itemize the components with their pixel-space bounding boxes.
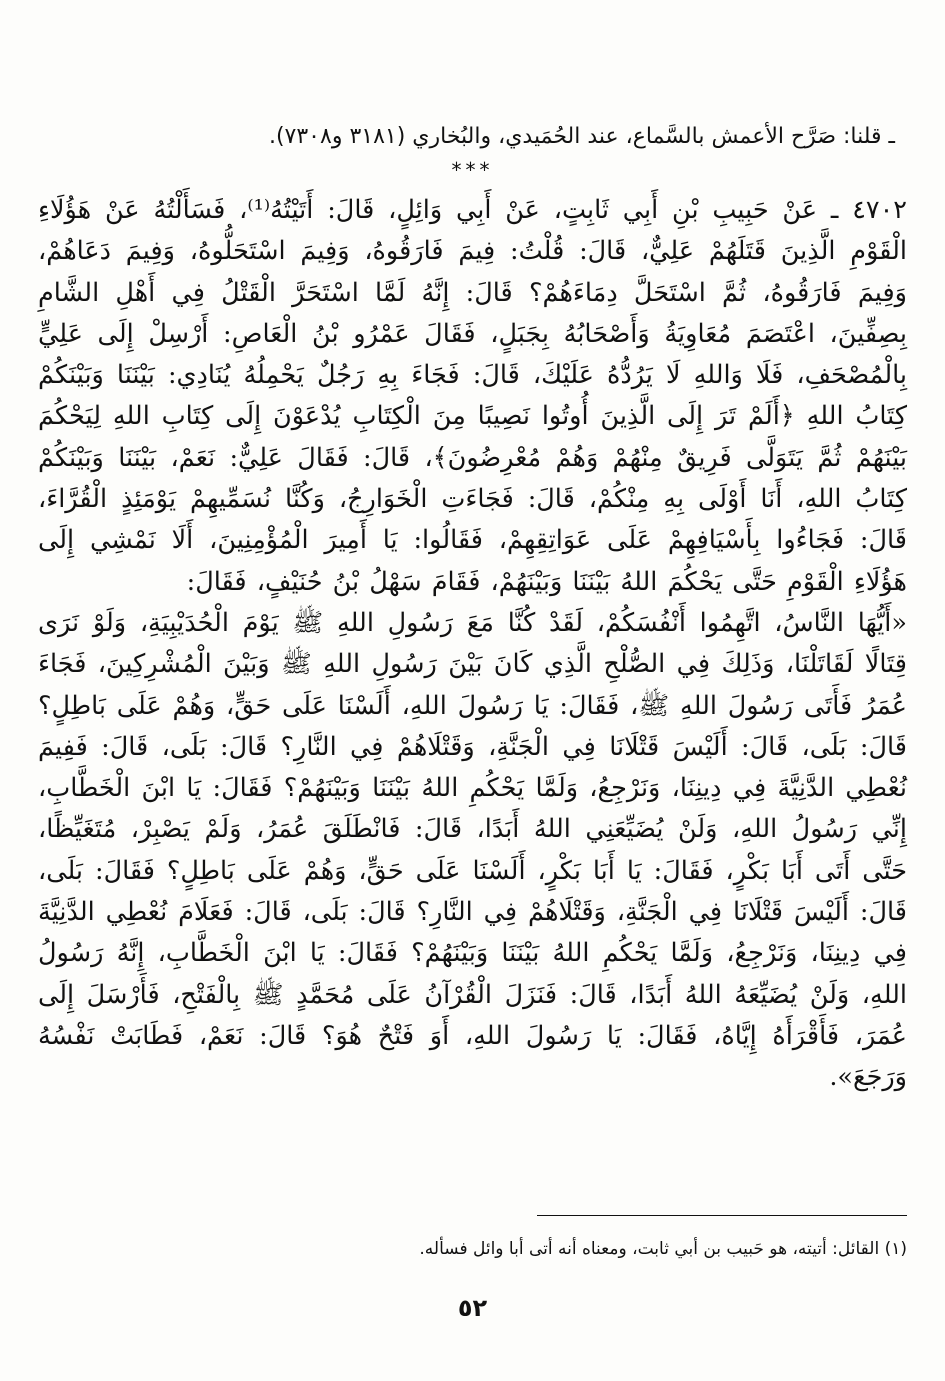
intro-note: ـ قلنا: صَرَّح الأعمش بالسَّماع، عند الحُمَيدي، والبُخاري (٣١٨١ و٧٣٠٨). (268, 124, 895, 149)
hadith-paragraph-2: «أَيُّهَا النَّاسُ، اتَّهِمُوا أَنْفُسَكُمْ، لَقَدْ كُنَّا مَعَ رَسُولِ اللهِ ﷺ يَوْمَ الْحُدَيْبِيَةِ، وَلَوْ نَرَى قِتَالًا لَقَاتَلْنَا، وَذَلِكَ فِي الصُّلْحِ الَّذِي كَانَ بَيْنَ رَسُولِ اللهِ ﷺ وَبَيْنَ الْمُشْرِكِينَ، فَجَاءَ عُمَرُ فَأَتَى رَسُولَ اللهِ ﷺ، فَقَالَ: يَا رَسُولَ اللهِ، أَلَسْنَا عَلَى حَقٍّ، وَهُمْ عَلَى بَاطِلٍ؟ قَالَ: بَلَى، قَالَ: أَلَيْسَ قَتْلَانَا فِي الْجَنَّةِ، وَقَتْلَاهُمْ فِي النَّارِ؟ قَالَ: بَلَى، قَالَ: فَفِيمَ نُعْطِي الدَّنِيَّةَ فِي دِينِنَا، وَنَرْجِعُ، وَلَمَّا يَحْكُمِ اللهُ بَيْنَنَا وَبَيْنَهُمْ؟ فَقَالَ: يَا ابْنَ الْخَطَّابِ، إِنِّي رَسُولُ اللهِ، وَلَنْ يُضَيِّعَنِي اللهُ أَبَدًا، قَالَ: فَانْطَلَقَ عُمَرُ، وَلَمْ يَصْبِرْ، مُتَغَيِّظًا، حَتَّى أَتَى أَبَا بَكْرٍ، فَقَالَ: يَا أَبَا بَكْرٍ، أَلَسْنَا عَلَى حَقٍّ، وَهُمْ عَلَى بَاطِلٍ؟ فَقَالَ: بَلَى، قَالَ: أَلَيْسَ قَتْلَانَا فِي الْجَنَّةِ، وَقَتْلَاهُمْ فِي النَّارِ؟ قَالَ: بَلَى، قَالَ: فَعَلَامَ نُعْطِي الدَّنِيَّةَ فِي دِينِنَا، وَنَرْجِعُ، وَلَمَّا يَحْكُمِ اللهُ بَيْنَنَا وَبَيْنَهُمْ؟ فَقَالَ: يَا ابْنَ الْخَطَّابِ، إِنَّهُ رَسُولُ اللهِ، وَلَنْ يُضَيِّعَهُ اللهُ أَبَدًا، قَالَ: فَنَزَلَ الْقُرْآنُ عَلَى مُحَمَّدٍ ﷺ بِالْفَتْحِ، فَأَرْسَلَ إِلَى عُمَرَ، فَأَقْرَأَهُ إِيَّاهُ، فَقَالَ: يَا رَسُولَ اللهِ، أَوَ فَتْحٌ هُوَ؟ قَالَ: نَعَمْ، فَطَابَتْ نَفْسُهُ وَرَجَعَ». (38, 607, 907, 1093)
hadith-text (38, 190, 907, 1099)
footnote-divider (537, 1215, 907, 1216)
hadith-paragraph-1: ٤٧٠٢ ـ عَنْ حَبِيبِ بْنِ أَبِي ثَابِتٍ، عَنْ أَبِي وَائِلٍ، قَالَ: أَتَيْتُهُ⁽¹⁾، فَسَأَلْتُهُ عَنْ هَؤُلَاءِ الْقَوْمِ الَّذِينَ قَتَلَهُمْ عَلِيٌّ، قَالَ: قُلْتُ: فِيمَ فَارَقُوهُ، وَفِيمَ اسْتَحَلُّوهُ، وَفِيمَ دَعَاهُمْ، وَفِيمَ فَارَقُوهُ، ثُمَّ اسْتَحَلَّ دِمَاءَهُمْ؟ قَالَ: إِنَّهُ لَمَّا اسْتَحَرَّ الْقَتْلُ فِي أَهْلِ الشَّامِ بِصِفِّينَ، اعْتَصَمَ مُعَاوِيَةُ وَأَصْحَابُهُ بِجَبَلٍ، فَقَالَ عَمْرُو بْنُ الْعَاصِ: أَرْسِلْ إِلَى عَلِيٍّ بِالْمُصْحَفِ، فَلَا وَاللهِ لَا يَرُدُّهُ عَلَيْكَ، قَالَ: فَجَاءَ بِهِ رَجُلٌ يَحْمِلُهُ يُنَادِي: بَيْنَنَا وَبَيْنَكُمْ كِتَابُ اللهِ ﴿أَلَمْ تَرَ إِلَى الَّذِينَ أُوتُوا نَصِيبًا مِنَ الْكِتَابِ يُدْعَوْنَ إِلَى كِتَابِ اللهِ لِيَحْكُمَ بَيْنَهُمْ ثُمَّ يَتَوَلَّى فَرِيقٌ مِنْهُمْ وَهُمْ مُعْرِضُونَ﴾، قَالَ: فَقَالَ عَلِيٌّ: نَعَمْ، بَيْنَنَا وَبَيْنَكُمْ كِتَابُ اللهِ، أَنَا أَوْلَى بِهِ مِنْكُمْ، قَالَ: فَجَاءَتِ الْخَوَارِجُ، وَكُنَّا نُسَمِّيهِمْ يَوْمَئِذٍ الْقُرَّاءَ، قَالَ: فَجَاءُوا بِأَسْيَافِهِمْ عَلَى عَوَاتِقِهِمْ، فَقَالُوا: يَا أَمِيرَ الْمُؤْمِنِينَ، أَلَا نَمْشِي إِلَى هَؤُلَاءِ الْقَوْمِ حَتَّى يَحْكُمَ اللهُ بَيْنَنَا وَبَيْنَهُمْ، فَقَامَ سَهْلُ بْنُ حُنَيْفٍ، فَقَالَ: (38, 195, 907, 597)
page-number: ٥٢ (457, 1294, 488, 1322)
footnote: (١) القائل: أتيته، هو حَبيب بن أبي ثابت، ومعناه أنه أتى أبا وائل فسأله. (419, 1239, 907, 1259)
section-separator: *** (451, 158, 494, 182)
